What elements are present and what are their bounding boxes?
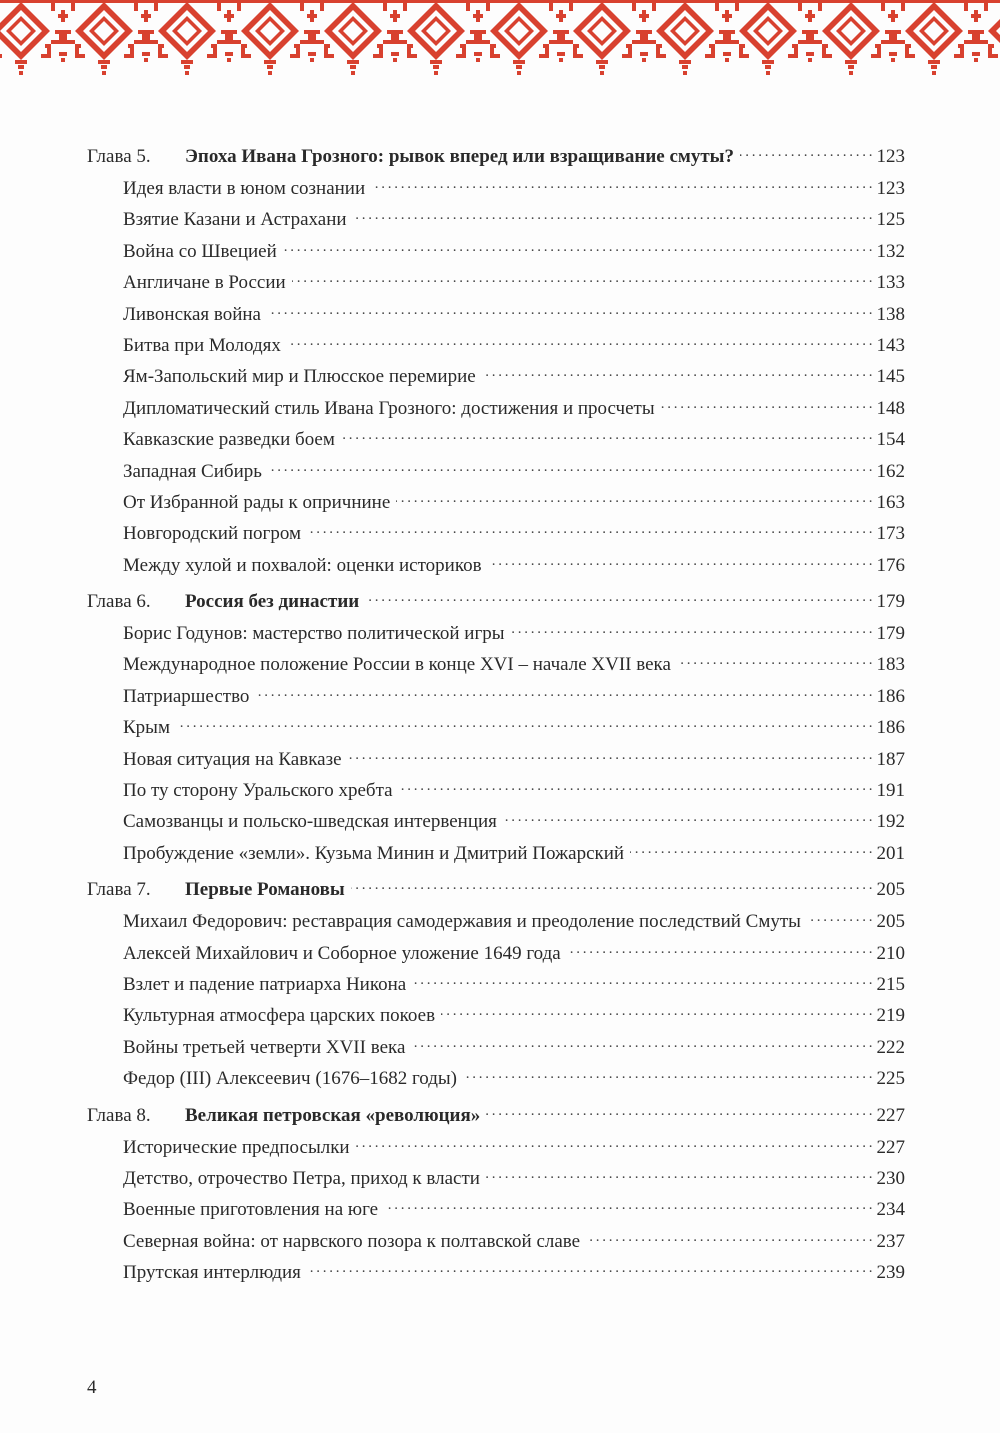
leader-dots: [353, 206, 872, 225]
section-title: Патриаршество: [123, 685, 250, 707]
leader-dots: [307, 520, 872, 539]
table-of-contents: [87, 140, 905, 1289]
toc-section[interactable]: [87, 267, 905, 298]
leader-dots: [356, 1134, 872, 1153]
chapter-title: Эпоха Ивана Грозного: рывок вперед или взращивание смуты?: [185, 146, 734, 167]
toc-chapter-5[interactable]: [87, 140, 905, 173]
page-ref: 187: [876, 748, 905, 770]
toc-section[interactable]: [87, 361, 905, 392]
leader-dots: [412, 971, 872, 990]
section-title: Военные приготовления на юге: [123, 1199, 379, 1221]
toc-section[interactable]: [87, 712, 905, 743]
leader-dots: [411, 1034, 872, 1053]
section-title: Крым: [123, 717, 170, 739]
toc-section[interactable]: [87, 173, 905, 204]
page-ref: 239: [876, 1262, 905, 1284]
toc-chapter-7[interactable]: [87, 873, 905, 906]
page-ref: 222: [876, 1036, 905, 1058]
leader-dots: [384, 1196, 872, 1215]
leader-dots: [341, 426, 872, 445]
page-ref: 125: [876, 209, 905, 231]
toc-section[interactable]: [87, 550, 905, 581]
toc-section[interactable]: [87, 424, 905, 455]
section-title: Война со Швецией: [123, 240, 277, 262]
leader-dots: [503, 808, 872, 827]
leader-dots: [661, 395, 872, 414]
toc-section[interactable]: [87, 1000, 905, 1031]
toc-section[interactable]: [87, 204, 905, 235]
toc-section[interactable]: [87, 1257, 905, 1288]
toc-section[interactable]: [87, 775, 905, 806]
toc-section[interactable]: [87, 487, 905, 518]
toc-section[interactable]: [87, 806, 905, 837]
leader-dots: [267, 301, 872, 320]
page-ref: 179: [876, 623, 905, 645]
page-ref: 173: [876, 523, 905, 545]
section-title: Культурная атмосфера царских покоев: [123, 1005, 436, 1027]
section-title: Детство, отрочество Петра, приход к власти: [123, 1167, 480, 1189]
page-ref: 225: [876, 1068, 905, 1090]
leader-dots: [307, 1259, 872, 1278]
page-ref: 176: [876, 554, 905, 576]
page-ref: 154: [876, 429, 905, 451]
leader-dots: [399, 777, 872, 796]
leader-dots: [586, 1228, 872, 1247]
leader-dots: [567, 940, 872, 959]
page-ref: 230: [876, 1167, 905, 1189]
chapter-title: Первые Романовы: [185, 879, 345, 901]
section-title: Войны третьей четверти XVII века: [123, 1036, 406, 1058]
chapter-label: Глава 5.: [87, 146, 151, 167]
section-title: Новая ситуация на Кавказе: [123, 748, 342, 770]
chapter-label: Глава 6.: [87, 591, 151, 613]
page-ref: 201: [876, 842, 905, 864]
page-ref: 123: [876, 146, 905, 167]
page-ref: 148: [876, 397, 905, 419]
page-number: 4: [87, 1377, 97, 1398]
section-title: Взлет и падение патриарха Никона: [123, 973, 407, 995]
section-title: Дипломатический стиль Ивана Грозного: достижения и просчеты: [123, 397, 655, 419]
page-ref: 234: [876, 1199, 905, 1221]
section-title: От Избранной рады к опричнине: [123, 491, 391, 513]
section-title: Кавказские разведки боем: [123, 429, 335, 451]
page-ref: 210: [876, 942, 905, 964]
page-ref: 183: [876, 654, 905, 676]
section-title: Федор (III) Алексеевич (1676–1682 годы): [123, 1068, 457, 1090]
leader-dots: [463, 1065, 872, 1084]
page-ref: 227: [876, 1104, 905, 1126]
leader-dots: [486, 1102, 872, 1121]
section-title: Пробуждение «земли». Кузьма Минин и Дмитрий Пожарский: [123, 842, 625, 864]
toc-section[interactable]: [87, 1163, 905, 1194]
section-title: Прутская интерлюдия: [123, 1262, 301, 1284]
toc-section[interactable]: [87, 618, 905, 649]
leader-dots: [255, 683, 872, 702]
page-ref: 133: [876, 272, 905, 294]
section-title: Англичане в России: [123, 272, 286, 294]
page-ref: 205: [876, 911, 905, 933]
leader-dots: [396, 489, 872, 508]
section-title: Исторические предпосылки: [123, 1136, 350, 1158]
toc-section[interactable]: [87, 330, 905, 361]
leader-dots: [292, 269, 872, 288]
page-ref: 163: [876, 491, 905, 513]
section-title: Между хулой и похвалой: оценки историков: [123, 554, 482, 576]
folk-ornament-border: [0, 0, 1000, 80]
toc-section[interactable]: [87, 649, 905, 680]
toc-section[interactable]: [87, 518, 905, 549]
leader-dots: [740, 143, 872, 162]
leader-dots: [348, 746, 872, 765]
toc-section[interactable]: [87, 1194, 905, 1225]
section-title: Битва при Молодях: [123, 334, 281, 356]
section-title: Северная война: от нарвского позора к полтавской славе: [123, 1230, 581, 1252]
page-ref: 186: [876, 717, 905, 739]
toc-section[interactable]: [87, 299, 905, 330]
leader-dots: [630, 840, 872, 859]
leader-dots: [268, 458, 872, 477]
toc-section[interactable]: [87, 969, 905, 1000]
leader-dots: [176, 714, 872, 733]
leader-dots: [482, 363, 872, 382]
toc-section[interactable]: [87, 938, 905, 969]
chapter-label: Глава 7.: [87, 879, 151, 901]
section-title: Алексей Михайлович и Соборное уложение 1649 года: [123, 942, 561, 964]
section-title: Михаил Федорович: реставрация самодержавия и преодоление последствий Смуты: [123, 911, 801, 933]
page-ref: 191: [876, 780, 905, 802]
toc-section[interactable]: [87, 838, 905, 869]
leader-dots: [365, 588, 872, 607]
toc-section[interactable]: [87, 456, 905, 487]
toc-section[interactable]: [87, 1226, 905, 1257]
toc-section[interactable]: [87, 393, 905, 424]
section-title: Самозванцы и польско-шведская интервенция: [123, 811, 497, 833]
toc-chapter-8[interactable]: [87, 1099, 905, 1132]
section-title: Международное положение России в конце XVI – начале XVII века: [123, 654, 671, 676]
leader-dots: [441, 1002, 872, 1021]
chapter-title: Россия без династии: [185, 591, 360, 613]
leader-dots: [287, 332, 872, 351]
page-ref: 123: [876, 178, 905, 199]
section-title: Западная Сибирь: [123, 460, 262, 482]
toc-section[interactable]: [87, 744, 905, 775]
chapter-label: Глава 8.: [87, 1104, 151, 1126]
page-ref: 192: [876, 811, 905, 833]
page-ref: 132: [876, 240, 905, 262]
leader-dots: [511, 620, 872, 639]
toc-section[interactable]: [87, 236, 905, 267]
section-title: Взятие Казани и Астрахани: [123, 209, 347, 231]
page-ref: 219: [876, 1005, 905, 1027]
page-ref: 237: [876, 1230, 905, 1252]
section-title: Идея власти в юном сознании: [123, 178, 366, 199]
section-title: Ям-Запольский мир и Плюсское перемирие: [123, 366, 476, 388]
leader-dots: [677, 651, 872, 670]
toc-chapter-6[interactable]: [87, 585, 905, 618]
page-ref: 186: [876, 685, 905, 707]
leader-dots: [283, 238, 872, 257]
page-ref: 143: [876, 334, 905, 356]
toc-section[interactable]: [87, 1132, 905, 1163]
leader-dots: [486, 1165, 872, 1184]
page-ref: 138: [876, 303, 905, 325]
page-ref: 145: [876, 366, 905, 388]
leader-dots: [371, 175, 872, 194]
toc-section[interactable]: [87, 681, 905, 712]
page-ref: 205: [876, 879, 905, 901]
page-ref: 227: [876, 1136, 905, 1158]
toc-section[interactable]: [87, 1032, 905, 1063]
toc-section[interactable]: [87, 906, 905, 937]
section-title: Новгородский погром: [123, 523, 302, 545]
leader-dots: [807, 908, 872, 927]
page-ref: 179: [876, 591, 905, 613]
section-title: Ливонская война: [123, 303, 261, 325]
section-title: Борис Годунов: мастерство политической игры: [123, 623, 505, 645]
page-ref: 215: [876, 973, 905, 995]
page-ref: 162: [876, 460, 905, 482]
chapter-title: Великая петровская «революция»: [185, 1104, 481, 1126]
leader-dots: [351, 876, 872, 895]
toc-section[interactable]: [87, 1063, 905, 1094]
leader-dots: [488, 552, 872, 571]
section-title: По ту сторону Уральского хребта: [123, 780, 393, 802]
